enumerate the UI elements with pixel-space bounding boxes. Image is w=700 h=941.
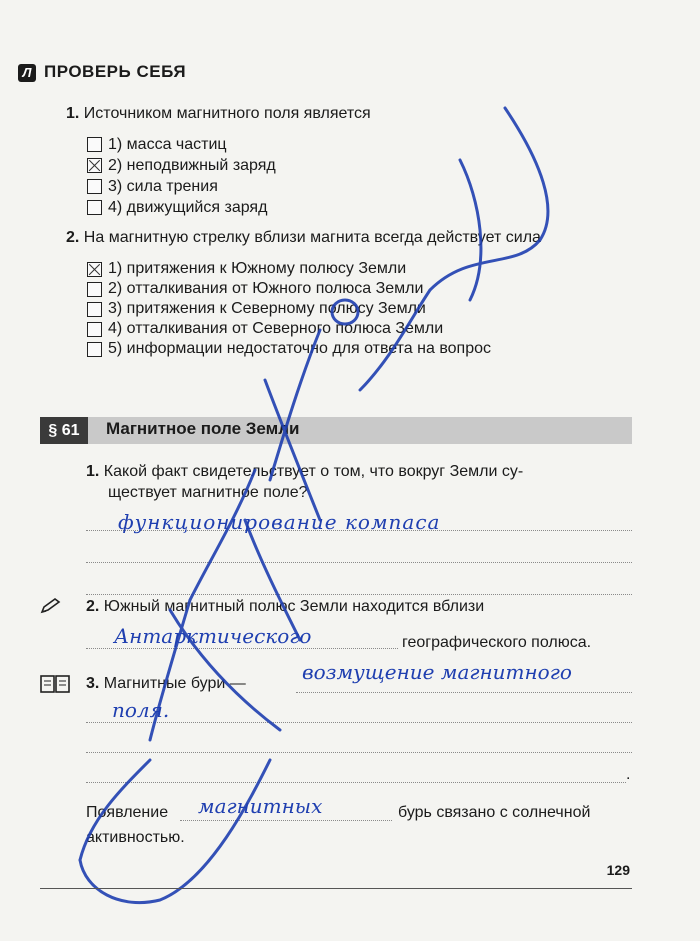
footer-rule: [40, 888, 632, 889]
question-text: Источником магнитного поля является: [83, 105, 371, 122]
section-number: § 61: [40, 417, 88, 444]
option-label: 4) отталкивания от Северного полюса Земли: [108, 320, 444, 337]
question-text-line1: Какой факт свидетельствует о том, что вокруг Земли су-: [103, 463, 524, 480]
question-text-line2: ществует магнитное поле?: [108, 484, 308, 501]
line-end-dot: .: [626, 766, 631, 783]
question-number: 3.: [86, 675, 100, 692]
option-label: 5) информации недостаточно для ответа на вопрос: [108, 340, 492, 357]
handwritten-answer-3a[interactable]: возмущение магнитного: [302, 660, 572, 684]
option-label: 1) притяжения к Южному полюсу Земли: [108, 260, 407, 277]
sentence-line2: активностью.: [86, 829, 185, 846]
question-text: Магнитные бури —: [103, 675, 246, 692]
option-label: 2) неподвижный заряд: [108, 156, 276, 174]
question-suffix: географического полюса.: [402, 634, 592, 651]
question-number: 1.: [86, 463, 100, 480]
option-label: 3) притяжения к Северному полюсу Земли: [108, 300, 426, 317]
page-heading: ПРОВЕРЬ СЕБЯ: [44, 62, 187, 81]
option-label: 3) сила трения: [108, 177, 218, 195]
sentence-after: бурь связано с солнечной: [398, 804, 591, 821]
question-number: 1.: [66, 105, 80, 122]
handwritten-answer-3b[interactable]: поля.: [112, 698, 170, 722]
section-title: Магнитное поле Земли: [106, 419, 300, 438]
book-letter-icon: Л: [18, 64, 36, 82]
sentence-before: Появление: [86, 804, 169, 821]
question-text: Южный магнитный полюс Земли находится вблизи: [103, 598, 485, 615]
option-label: 4) движущийся заряд: [108, 198, 268, 216]
page-number: 129: [606, 862, 630, 878]
handwritten-answer-2[interactable]: Антарктического: [114, 624, 312, 648]
question-number: 2.: [86, 598, 100, 615]
handwritten-answer-4[interactable]: магнитных: [198, 794, 323, 818]
question-text: На магнитную стрелку вблизи магнита всегда действует сила: [83, 229, 541, 246]
option-label: 1) масса частиц: [108, 135, 227, 153]
handwritten-answer-1[interactable]: функционирование компаса: [118, 510, 441, 534]
option-label: 2) отталкивания от Южного полюса Земли: [108, 280, 424, 297]
question-number: 2.: [66, 229, 80, 246]
